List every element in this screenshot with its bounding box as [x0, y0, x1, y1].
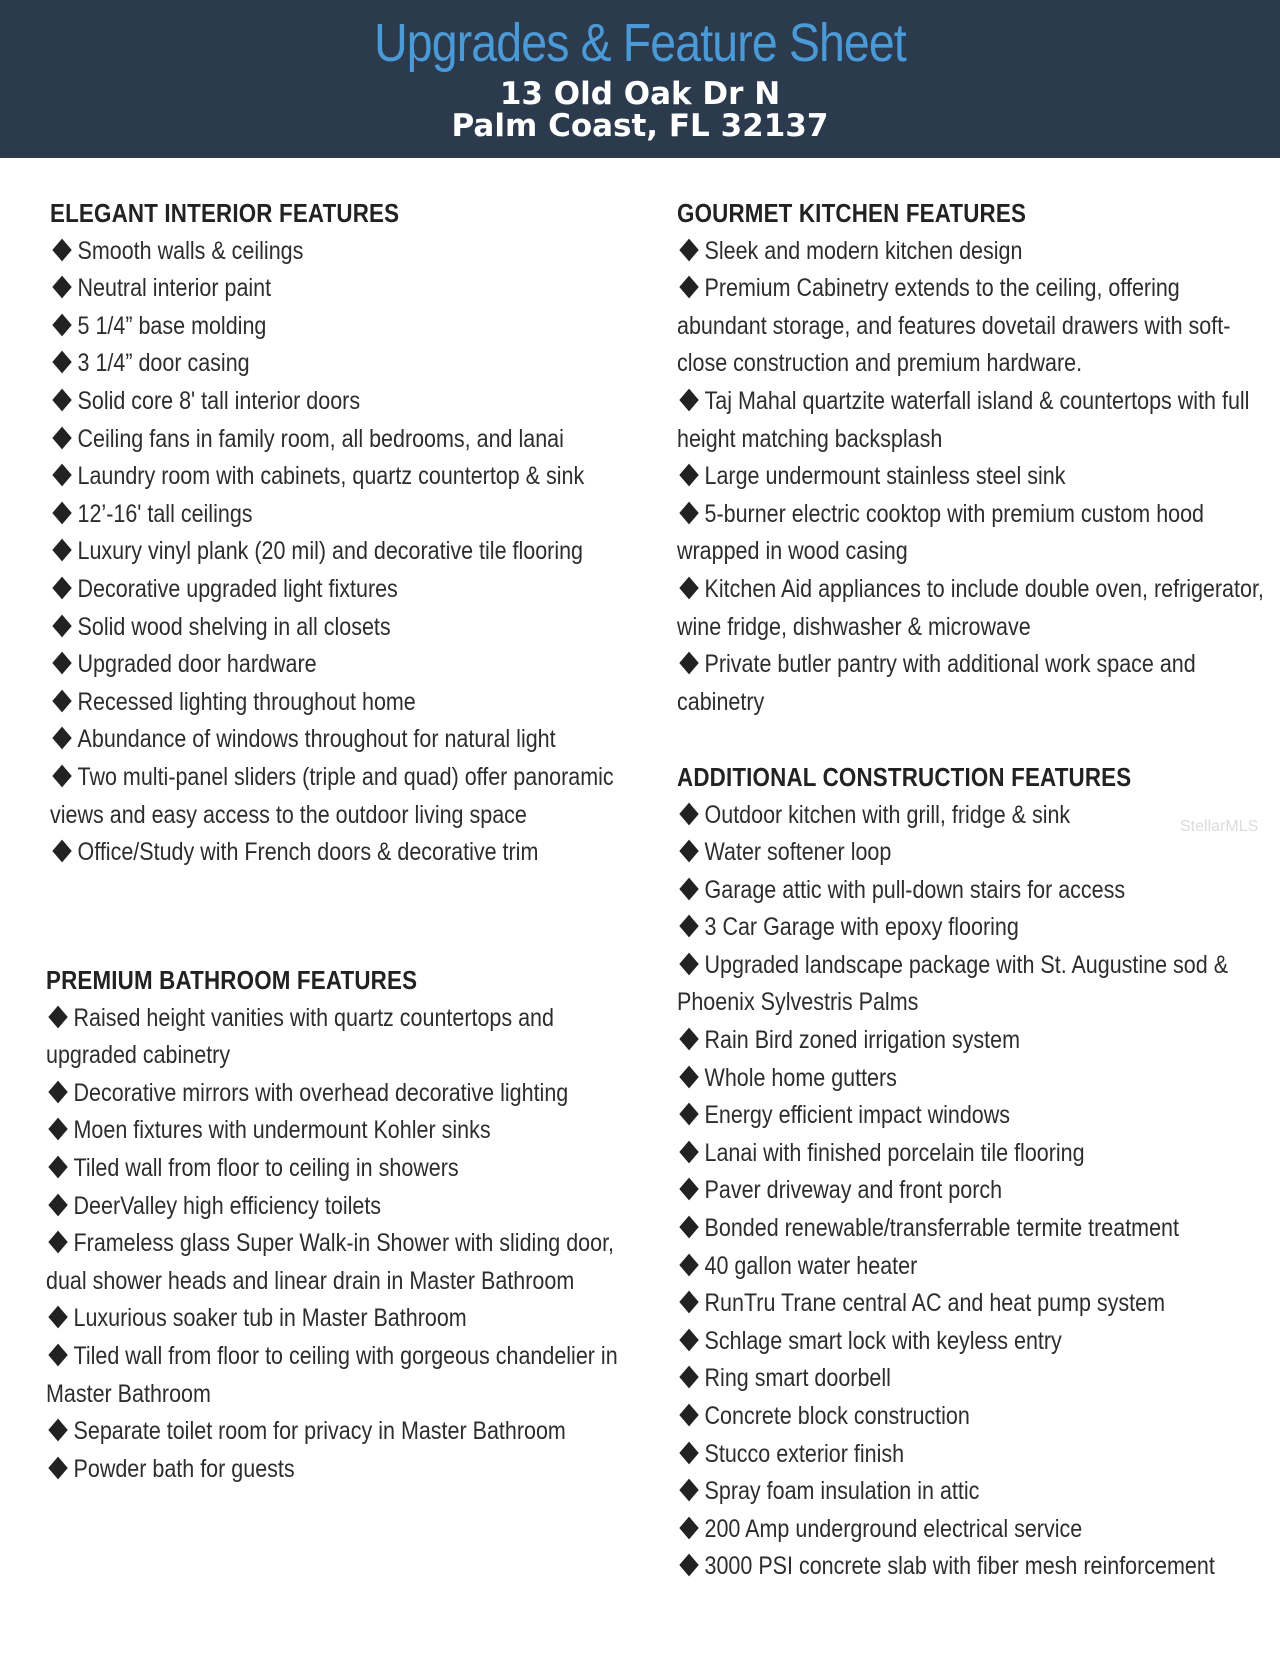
watermark: StellarMLS — [1180, 818, 1259, 835]
list-item — [677, 383, 1267, 458]
diamond-bullet-icon — [52, 539, 71, 562]
list-item-text: Ceiling fans in family room, all bedrooms, and lanai — [77, 424, 564, 453]
diamond-bullet-icon — [679, 1404, 698, 1427]
list-item — [50, 834, 650, 872]
list-item-text: Two multi-panel sliders (triple and quad) offer panoramic views and easy access to the outdoor living space — [50, 762, 614, 829]
list-item — [46, 1075, 646, 1113]
list-item-text: 3 1/4” door casing — [77, 349, 250, 378]
diamond-bullet-icon — [48, 1306, 67, 1329]
diamond-bullet-icon — [52, 727, 71, 750]
list-item-text: Kitchen Aid appliances to include double oven, refrigerator, wine fridge, dishwasher & microwave — [677, 574, 1264, 641]
list-item — [50, 721, 650, 759]
list-item — [46, 1413, 646, 1451]
list-item-text: Recessed lighting throughout home — [77, 687, 416, 716]
list-item — [46, 1451, 646, 1489]
section-heading: PREMIUM BATHROOM FEATURES — [46, 965, 418, 995]
list-item-text: Spray foam insulation in attic — [704, 1477, 980, 1506]
list-item — [677, 1135, 1267, 1173]
list-item-text: Solid core 8' tall interior doors — [77, 386, 361, 415]
list-item — [50, 421, 650, 459]
bathroom-features-section — [46, 962, 646, 1488]
diamond-bullet-icon — [48, 1118, 67, 1141]
list-item-text: Sleek and modern kitchen design — [704, 236, 1023, 265]
list-item-text: Ring smart doorbell — [704, 1364, 891, 1393]
diamond-bullet-icon — [52, 501, 71, 524]
diamond-bullet-icon — [48, 1456, 67, 1479]
diamond-bullet-icon — [679, 652, 698, 675]
list-item-text: 3 Car Garage with epoxy flooring — [704, 913, 1019, 942]
diamond-bullet-icon — [48, 1080, 67, 1103]
diamond-bullet-icon — [679, 501, 698, 524]
list-item-text: Energy efficient impact windows — [704, 1101, 1011, 1130]
list-item-text: Laundry room with cabinets, quartz countertop & sink — [77, 462, 585, 491]
section-heading: ELEGANT INTERIOR FEATURES — [50, 198, 400, 228]
list-item — [677, 947, 1267, 1022]
list-item — [677, 1323, 1267, 1361]
list-item-text: 5 1/4” base molding — [77, 311, 267, 340]
list-item — [677, 1360, 1267, 1398]
list-item-text: Garage attic with pull-down stairs for access — [704, 875, 1126, 904]
list-item-text: Separate toilet room for privacy in Master Bathroom — [73, 1417, 566, 1446]
list-item-text: 3000 PSI concrete slab with fiber mesh reinforcement — [704, 1552, 1215, 1581]
list-item — [46, 1150, 646, 1188]
diamond-bullet-icon — [52, 765, 71, 788]
list-item-text: Whole home gutters — [704, 1063, 897, 1092]
section-heading: ADDITIONAL CONSTRUCTION FEATURES — [677, 761, 1132, 792]
list-item — [46, 1112, 646, 1150]
section-heading: GOURMET KITCHEN FEATURES — [677, 198, 1027, 228]
diamond-bullet-icon — [679, 1328, 698, 1351]
list-item-text: Raised height vanities with quartz countertops and upgraded cabinetry — [46, 1003, 554, 1070]
list-item — [677, 571, 1267, 646]
diamond-bullet-icon — [679, 877, 698, 900]
list-item — [677, 1097, 1267, 1135]
diamond-bullet-icon — [679, 389, 698, 412]
list-item-text: Rain Bird zoned irrigation system — [704, 1026, 1020, 1055]
list-item-text: 200 Amp underground electrical service — [704, 1514, 1083, 1543]
diamond-bullet-icon — [48, 1231, 67, 1254]
list-item — [50, 571, 650, 609]
list-item-text: Bonded renewable/transferrable termite treatment — [704, 1214, 1179, 1243]
address-line-1: 13 Old Oak Dr N — [499, 76, 781, 112]
address-line-2: Palm Coast, FL 32137 — [451, 108, 829, 144]
list-item-text: 5-burner electric cooktop with premium custom hood wrapped in wood casing — [677, 499, 1205, 566]
list-item — [677, 270, 1267, 383]
list-item — [50, 270, 650, 308]
diamond-bullet-icon — [679, 1291, 698, 1314]
list-item-text: Frameless glass Super Walk-in Shower with sliding door, dual shower heads and linear drain in Master Bathroom — [46, 1229, 615, 1295]
list-item — [677, 1248, 1267, 1286]
diamond-bullet-icon — [52, 577, 71, 600]
list-item — [677, 1473, 1267, 1511]
list-item-text: Schlage smart lock with keyless entry — [704, 1326, 1062, 1355]
list-item-text: Decorative mirrors with overhead decorative lighting — [73, 1078, 569, 1107]
list-item-text: Decorative upgraded light fixtures — [77, 574, 398, 603]
list-item-text: Water softener loop — [704, 838, 892, 867]
diamond-bullet-icon — [52, 464, 71, 487]
diamond-bullet-icon — [679, 1065, 698, 1088]
list-item-text: Outdoor kitchen with grill, fridge & sink — [704, 800, 1071, 829]
diamond-bullet-icon — [679, 1028, 698, 1051]
list-item — [677, 909, 1267, 947]
diamond-bullet-icon — [679, 802, 698, 825]
diamond-bullet-icon — [52, 389, 71, 412]
list-item-text: Tiled wall from floor to ceiling in showers — [73, 1153, 459, 1182]
kitchen-features-section — [677, 195, 1267, 721]
right-column — [677, 195, 1267, 1586]
diamond-bullet-icon — [679, 464, 698, 487]
diamond-bullet-icon — [679, 840, 698, 863]
list-item-text: Paver driveway and front porch — [704, 1176, 1003, 1205]
list-item-text: 40 gallon water heater — [704, 1251, 918, 1280]
diamond-bullet-icon — [52, 614, 71, 637]
list-item — [50, 609, 650, 647]
list-item — [46, 1225, 646, 1300]
interior-features-section — [50, 195, 650, 872]
list-item — [677, 458, 1267, 496]
list-item — [50, 684, 650, 722]
diamond-bullet-icon — [48, 1344, 67, 1367]
list-item — [677, 1511, 1267, 1549]
list-item-text: Office/Study with French doors & decorative trim — [77, 838, 539, 867]
diamond-bullet-icon — [679, 915, 698, 938]
section-spacer — [677, 721, 1267, 759]
list-item — [677, 1398, 1267, 1436]
list-item-text: Neutral interior paint — [77, 274, 272, 303]
diamond-bullet-icon — [679, 1441, 698, 1464]
diamond-bullet-icon — [679, 276, 698, 299]
list-item-text: Solid wood shelving in all closets — [77, 612, 391, 641]
list-item — [677, 1022, 1267, 1060]
list-item-text: Tiled wall from floor to ceiling with gorgeous chandelier in Master Bathroom — [46, 1341, 618, 1408]
diamond-bullet-icon — [679, 1516, 698, 1539]
page-title: Upgrades & Feature Sheet — [374, 13, 906, 73]
diamond-bullet-icon — [679, 1479, 698, 1502]
list-item — [46, 1188, 646, 1226]
list-item — [677, 1548, 1267, 1586]
list-item — [677, 797, 1267, 835]
list-item-text: 12’-16' tall ceilings — [77, 499, 253, 528]
diamond-bullet-icon — [52, 238, 71, 261]
list-item — [50, 233, 650, 271]
list-item — [677, 1172, 1267, 1210]
diamond-bullet-icon — [679, 1366, 698, 1389]
list-item-text: Luxury vinyl plank (20 mil) and decorative tile flooring — [77, 537, 584, 566]
diamond-bullet-icon — [52, 652, 71, 675]
list-item-text: Abundance of windows throughout for natural light — [77, 725, 556, 754]
diamond-bullet-icon — [52, 351, 71, 374]
list-item-text: Smooth walls & ceilings — [77, 236, 304, 265]
list-item — [50, 646, 650, 684]
diamond-bullet-icon — [679, 1103, 698, 1126]
list-item — [50, 759, 650, 834]
construction-features-section — [677, 759, 1267, 1586]
list-item — [50, 383, 650, 421]
list-item — [50, 458, 650, 496]
diamond-bullet-icon — [52, 313, 71, 336]
list-item-text: Concrete block construction — [704, 1402, 970, 1430]
list-item — [50, 533, 650, 571]
list-item — [50, 308, 650, 346]
diamond-bullet-icon — [679, 238, 698, 261]
list-item-text: Taj Mahal quartzite waterfall island & countertops with full height matching backsplash — [677, 386, 1250, 453]
list-item — [50, 496, 650, 534]
list-item-text: Luxurious soaker tub in Master Bathroom — [73, 1304, 467, 1333]
list-item — [677, 1436, 1267, 1474]
list-item — [677, 646, 1267, 721]
list-item-text: Upgraded door hardware — [77, 650, 317, 679]
list-item — [677, 233, 1267, 271]
diamond-bullet-icon — [679, 1178, 698, 1201]
list-item — [677, 834, 1267, 872]
diamond-bullet-icon — [679, 577, 698, 600]
diamond-bullet-icon — [48, 1156, 67, 1179]
list-item — [677, 496, 1267, 571]
list-item — [677, 1210, 1267, 1248]
list-item — [677, 1060, 1267, 1098]
diamond-bullet-icon — [52, 840, 71, 863]
list-item-text: Lanai with finished porcelain tile flooring — [704, 1138, 1085, 1167]
diamond-bullet-icon — [52, 276, 71, 299]
list-item — [50, 345, 650, 383]
diamond-bullet-icon — [679, 1253, 698, 1276]
diamond-bullet-icon — [48, 1005, 67, 1028]
diamond-bullet-icon — [679, 953, 698, 976]
header-banner — [0, 0, 1280, 158]
list-item-text: Stucco exterior finish — [704, 1439, 905, 1468]
list-item-text: Upgraded landscape package with St. Augustine sod & Phoenix Sylvestris Palms — [677, 950, 1229, 1017]
list-item-text: Powder bath for guests — [73, 1454, 295, 1483]
diamond-bullet-icon — [52, 689, 71, 712]
list-item — [677, 872, 1267, 910]
list-item-text: Moen fixtures with undermount Kohler sinks — [73, 1116, 491, 1145]
diamond-bullet-icon — [679, 1554, 698, 1577]
list-item — [46, 1338, 646, 1413]
diamond-bullet-icon — [679, 1216, 698, 1239]
list-item-text: Premium Cabinetry extends to the ceiling, offering abundant storage, and features dovetail drawers with soft-close construction and premium hardware. — [677, 274, 1231, 378]
diamond-bullet-icon — [48, 1419, 67, 1442]
list-item-text: Large undermount stainless steel sink — [704, 462, 1066, 491]
diamond-bullet-icon — [48, 1193, 67, 1216]
list-item-text: DeerValley high efficiency toilets — [73, 1191, 382, 1220]
diamond-bullet-icon — [679, 1141, 698, 1164]
list-item — [46, 1000, 646, 1075]
list-item-text: RunTru Trane central AC and heat pump system — [704, 1289, 1166, 1318]
list-item — [677, 1285, 1267, 1323]
list-item-text: Private butler pantry with additional work space and cabinetry — [677, 650, 1196, 716]
list-item — [46, 1300, 646, 1338]
diamond-bullet-icon — [52, 426, 71, 449]
